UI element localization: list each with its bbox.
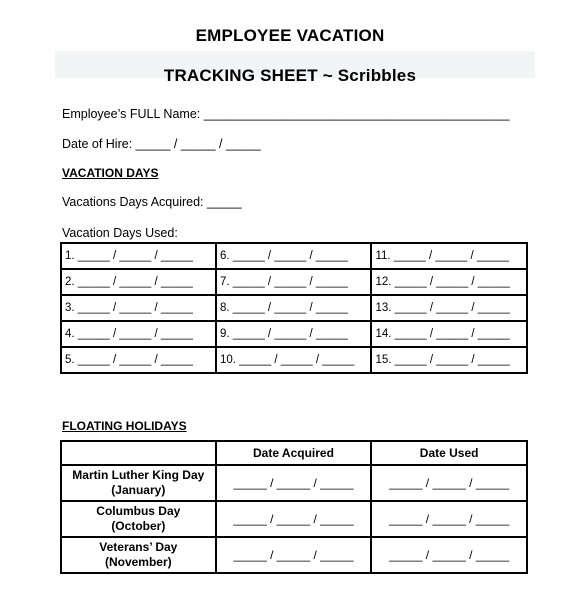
date-of-hire-field[interactable]: Date of Hire: _____ / _____ / _____ <box>62 137 261 151</box>
vacation-day-cell-13[interactable]: 13. _____ / _____ / _____ <box>371 295 527 321</box>
table-row <box>61 321 527 347</box>
date-used-column-header: Date Used <box>371 441 527 465</box>
floating-holidays-heading: FLOATING HOLIDAYS <box>62 419 187 433</box>
holiday-name-veterans-day: Veterans’ Day (November) <box>61 537 216 573</box>
vacation-day-cell-9[interactable]: 9. _____ / _____ / _____ <box>216 321 372 347</box>
vacation-day-cell-11[interactable]: 11. _____ / _____ / _____ <box>371 243 527 269</box>
table-row <box>61 243 527 269</box>
vacation-day-cell-4[interactable]: 4. _____ / _____ / _____ <box>61 321 216 347</box>
holiday-name-columbus-day: Columbus Day (October) <box>61 501 216 537</box>
holiday-column-header <box>61 441 216 465</box>
floating-holidays-table <box>60 440 528 574</box>
vacation-days-acquired-field[interactable]: Vacations Days Acquired: _____ <box>62 195 242 209</box>
vacation-day-cell-7[interactable]: 7. _____ / _____ / _____ <box>216 269 372 295</box>
columbus-date-acquired-field[interactable]: _____ / _____ / _____ <box>216 501 372 537</box>
date-acquired-column-header: Date Acquired <box>216 441 372 465</box>
vacation-day-cell-1[interactable]: 1. _____ / _____ / _____ <box>61 243 216 269</box>
vacation-days-used-table <box>60 242 528 374</box>
vacation-day-cell-14[interactable]: 14. _____ / _____ / _____ <box>371 321 527 347</box>
mlk-date-used-field[interactable]: _____ / _____ / _____ <box>371 465 527 501</box>
table-row <box>61 537 527 573</box>
holiday-name-mlk-day: Martin Luther King Day (January) <box>61 465 216 501</box>
table-row <box>61 501 527 537</box>
vacation-day-cell-8[interactable]: 8. _____ / _____ / _____ <box>216 295 372 321</box>
vacation-day-cell-5[interactable]: 5. _____ / _____ / _____ <box>61 347 216 373</box>
table-row <box>61 465 527 501</box>
table-row <box>61 347 527 373</box>
vacation-days-used-label: Vacation Days Used: <box>62 226 178 240</box>
full-name-field[interactable]: Employee’s FULL Name: ____________________________________________ <box>62 107 510 121</box>
vacation-day-cell-3[interactable]: 3. _____ / _____ / _____ <box>61 295 216 321</box>
title-line-2: TRACKING SHEET ~ Scribbles <box>163 66 417 85</box>
vacation-days-heading: VACATION DAYS <box>62 166 159 180</box>
table-header-row <box>61 441 527 465</box>
vacation-day-cell-12[interactable]: 12. _____ / _____ / _____ <box>371 269 527 295</box>
title-line-1: EMPLOYEE VACATION <box>195 26 385 45</box>
veterans-date-acquired-field[interactable]: _____ / _____ / _____ <box>216 537 372 573</box>
vacation-day-cell-6[interactable]: 6. _____ / _____ / _____ <box>216 243 372 269</box>
vacation-day-cell-2[interactable]: 2. _____ / _____ / _____ <box>61 269 216 295</box>
vacation-day-cell-10[interactable]: 10. _____ / _____ / _____ <box>216 347 372 373</box>
table-row <box>61 295 527 321</box>
vacation-day-cell-15[interactable]: 15. _____ / _____ / _____ <box>371 347 527 373</box>
columbus-date-used-field[interactable]: _____ / _____ / _____ <box>371 501 527 537</box>
mlk-date-acquired-field[interactable]: _____ / _____ / _____ <box>216 465 372 501</box>
table-row <box>61 269 527 295</box>
veterans-date-used-field[interactable]: _____ / _____ / _____ <box>371 537 527 573</box>
